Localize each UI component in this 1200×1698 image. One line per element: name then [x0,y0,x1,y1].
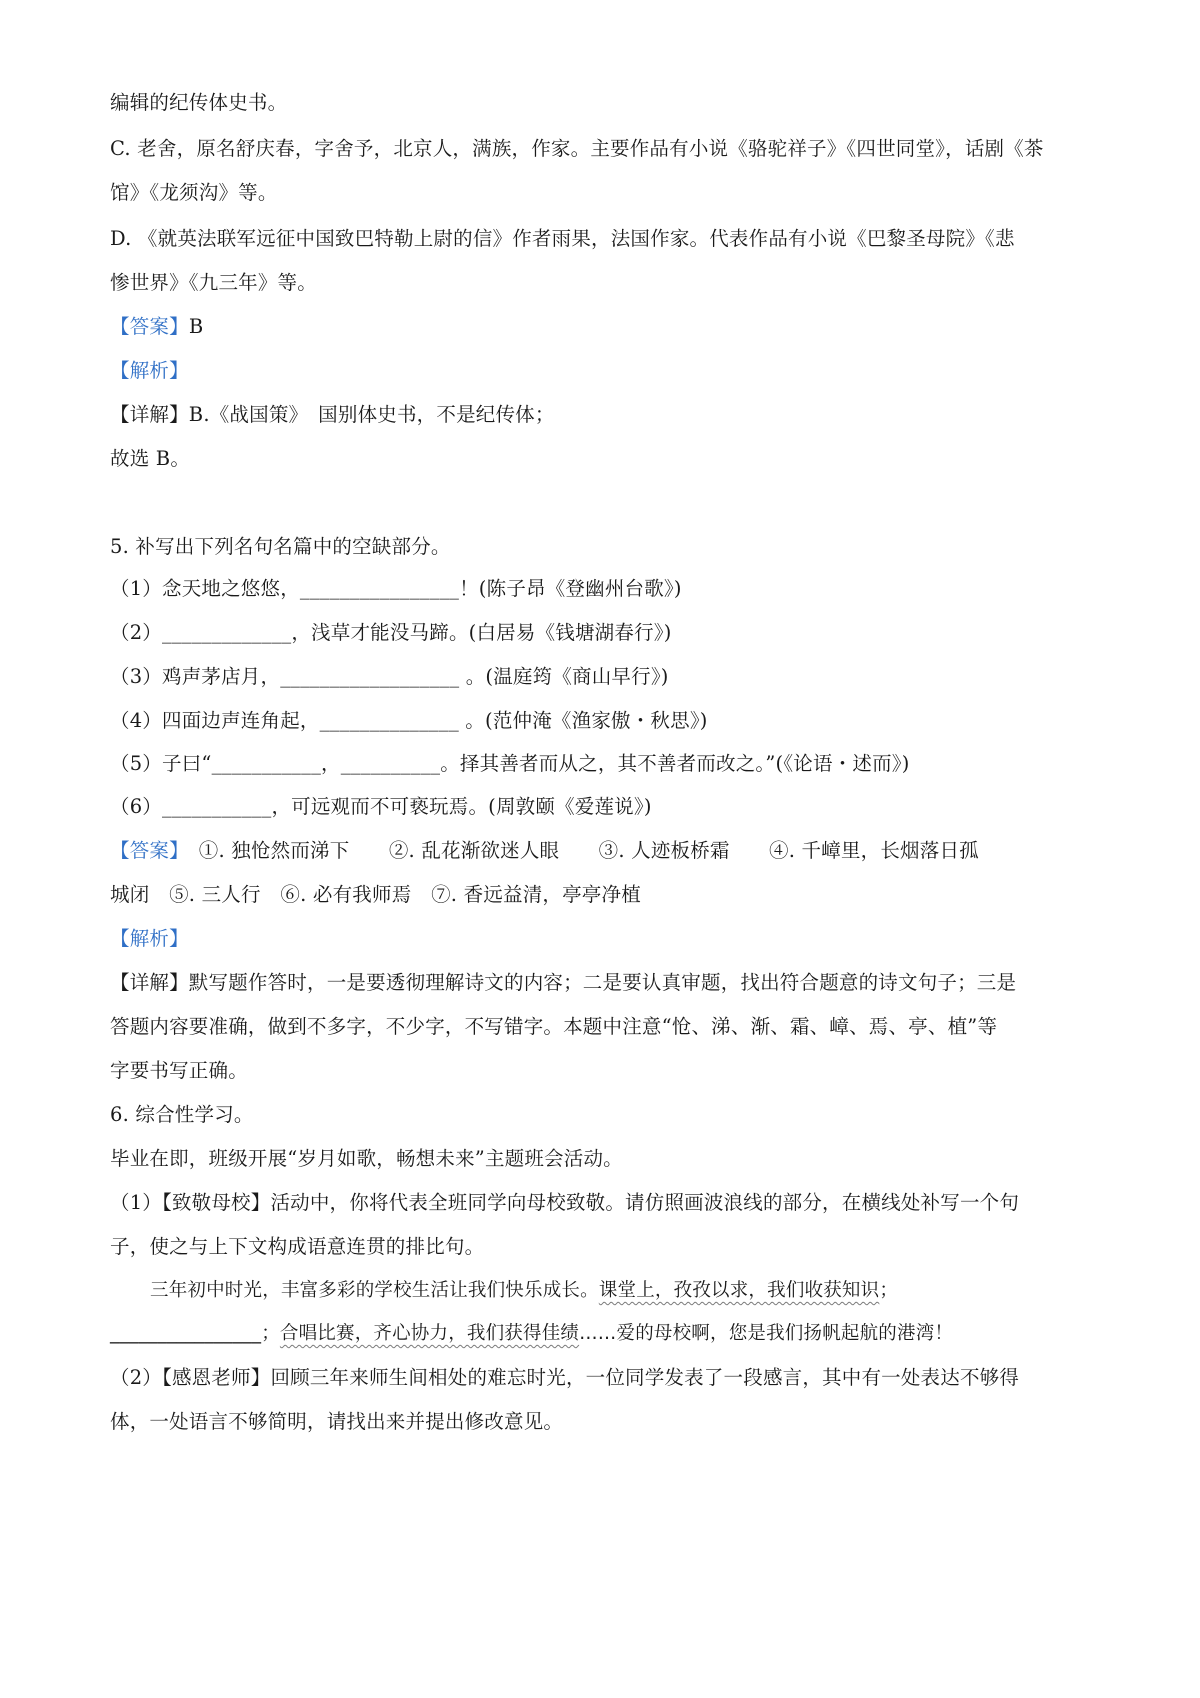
detail-line: 【详解】B.《战国策》 国别体史书，不是纪传体； [110,403,555,426]
question-5-item: （3）鸡声茅店月，__________________ 。(温庭筠《商山早行》) [110,665,669,688]
answer-blank: ________________ [110,1323,262,1344]
passage-line: 三年初中时光，丰富多彩的学校生活让我们快乐成长。课堂上，孜孜以求，我们收获知识； [150,1280,899,1301]
detail-line: 【详解】默写题作答时，一是要透彻理解诗文的内容；二是要认真审题，找出符合题意的诗文句子；三是 [110,971,1017,994]
q5-answer-text: ①. 独怆然而涕下 ②. 乱花渐欲迷人眼 ③. 人迹板桥霜 ④. 千嶂里，长烟落日孤 [179,839,979,862]
answer-label: 【答案】 [110,839,180,862]
question-6-part2: 体，一处语言不够简明，请找出来并提出修改意见。 [110,1410,564,1433]
detail-line: 字要书写正确。 [110,1059,248,1082]
answer-value: B [188,315,204,338]
question-5-item: （4）四面边声连角起，______________ 。(范仲淹《渔家傲・秋思》) [110,709,708,732]
question-6-part1: 子，使之与上下文构成语意连贯的排比句。 [110,1235,485,1258]
question-5-item: （5）子曰“___________，__________。择其善者而从之，其不善者而改之。”(《论语・述而》) [110,752,910,775]
question-5-item: （1）念天地之悠悠，________________！(陈子昂《登幽州台歌》) [110,577,682,600]
question-6-title: 6. 综合性学习。 [110,1103,254,1126]
text-line: 惨世界》《九三年》等。 [110,271,317,294]
question-6-part2: （2）【感恩老师】回顾三年来师生间相处的难忘时光，一位同学发表了一段感言，其中有一处表达不够得 [110,1366,1020,1389]
analysis-label: 【解析】 [110,927,189,950]
analysis-label: 【解析】 [110,359,189,382]
passage-line: ________________；合唱比赛，齐心协力，我们获得佳绩……爱的母校啊，您是我们扬帆起航的港湾！ [110,1321,953,1347]
question-5-item: （6）___________，可远观而不可亵玩焉。(周敦颐《爱莲说》) [110,795,652,818]
detail-line: 答题内容要准确，做到不多字，不少字，不写错字。本题中注意“怆、涕、渐、霜、嶂、焉、亭、植”等 [110,1015,998,1038]
q5-answer-row [110,838,979,864]
wavy-underlined-phrase: 课堂上，孜孜以求，我们收获知识 [598,1280,880,1301]
question-6-part1: （1）【致敬母校】活动中，你将代表全班同学向母校致敬。请仿照画波浪线的部分，在横线处补写一个句 [110,1191,1020,1214]
q5-answer-text: 城闭 ⑤. 三人行 ⑥. 必有我师焉 ⑦. 香远益清，亭亭净植 [110,883,641,906]
answer-row [110,314,203,340]
text-line: 馆》《龙须沟》等。 [110,181,278,204]
question-5-item: （2）_____________，浅草才能没马蹄。(白居易《钱塘湖春行》) [110,621,672,644]
option-d-line: D. 《就英法联军远征中国致巴特勒上尉的信》作者雨果，法国作家。代表作品有小说《巴黎圣母院》《悲 [110,227,1015,250]
question-5-title: 5. 补写出下列名句名篇中的空缺部分。 [110,535,451,558]
text-line: 编辑的纪传体史书。 [110,91,288,114]
option-c-line: C. 老舍，原名舒庆春，字舍予，北京人，满族，作家。主要作品有小说《骆驼祥子》《四世同堂》，话剧《茶 [110,137,1044,160]
wavy-underlined-phrase: 合唱比赛，齐心协力，我们获得佳绩 [279,1323,580,1344]
answer-label: 【答案】 [110,315,189,338]
question-6-intro: 毕业在即，班级开展“岁月如歌，畅想未来”主题班会活动。 [110,1147,623,1170]
choose-line: 故选 B。 [110,447,191,470]
